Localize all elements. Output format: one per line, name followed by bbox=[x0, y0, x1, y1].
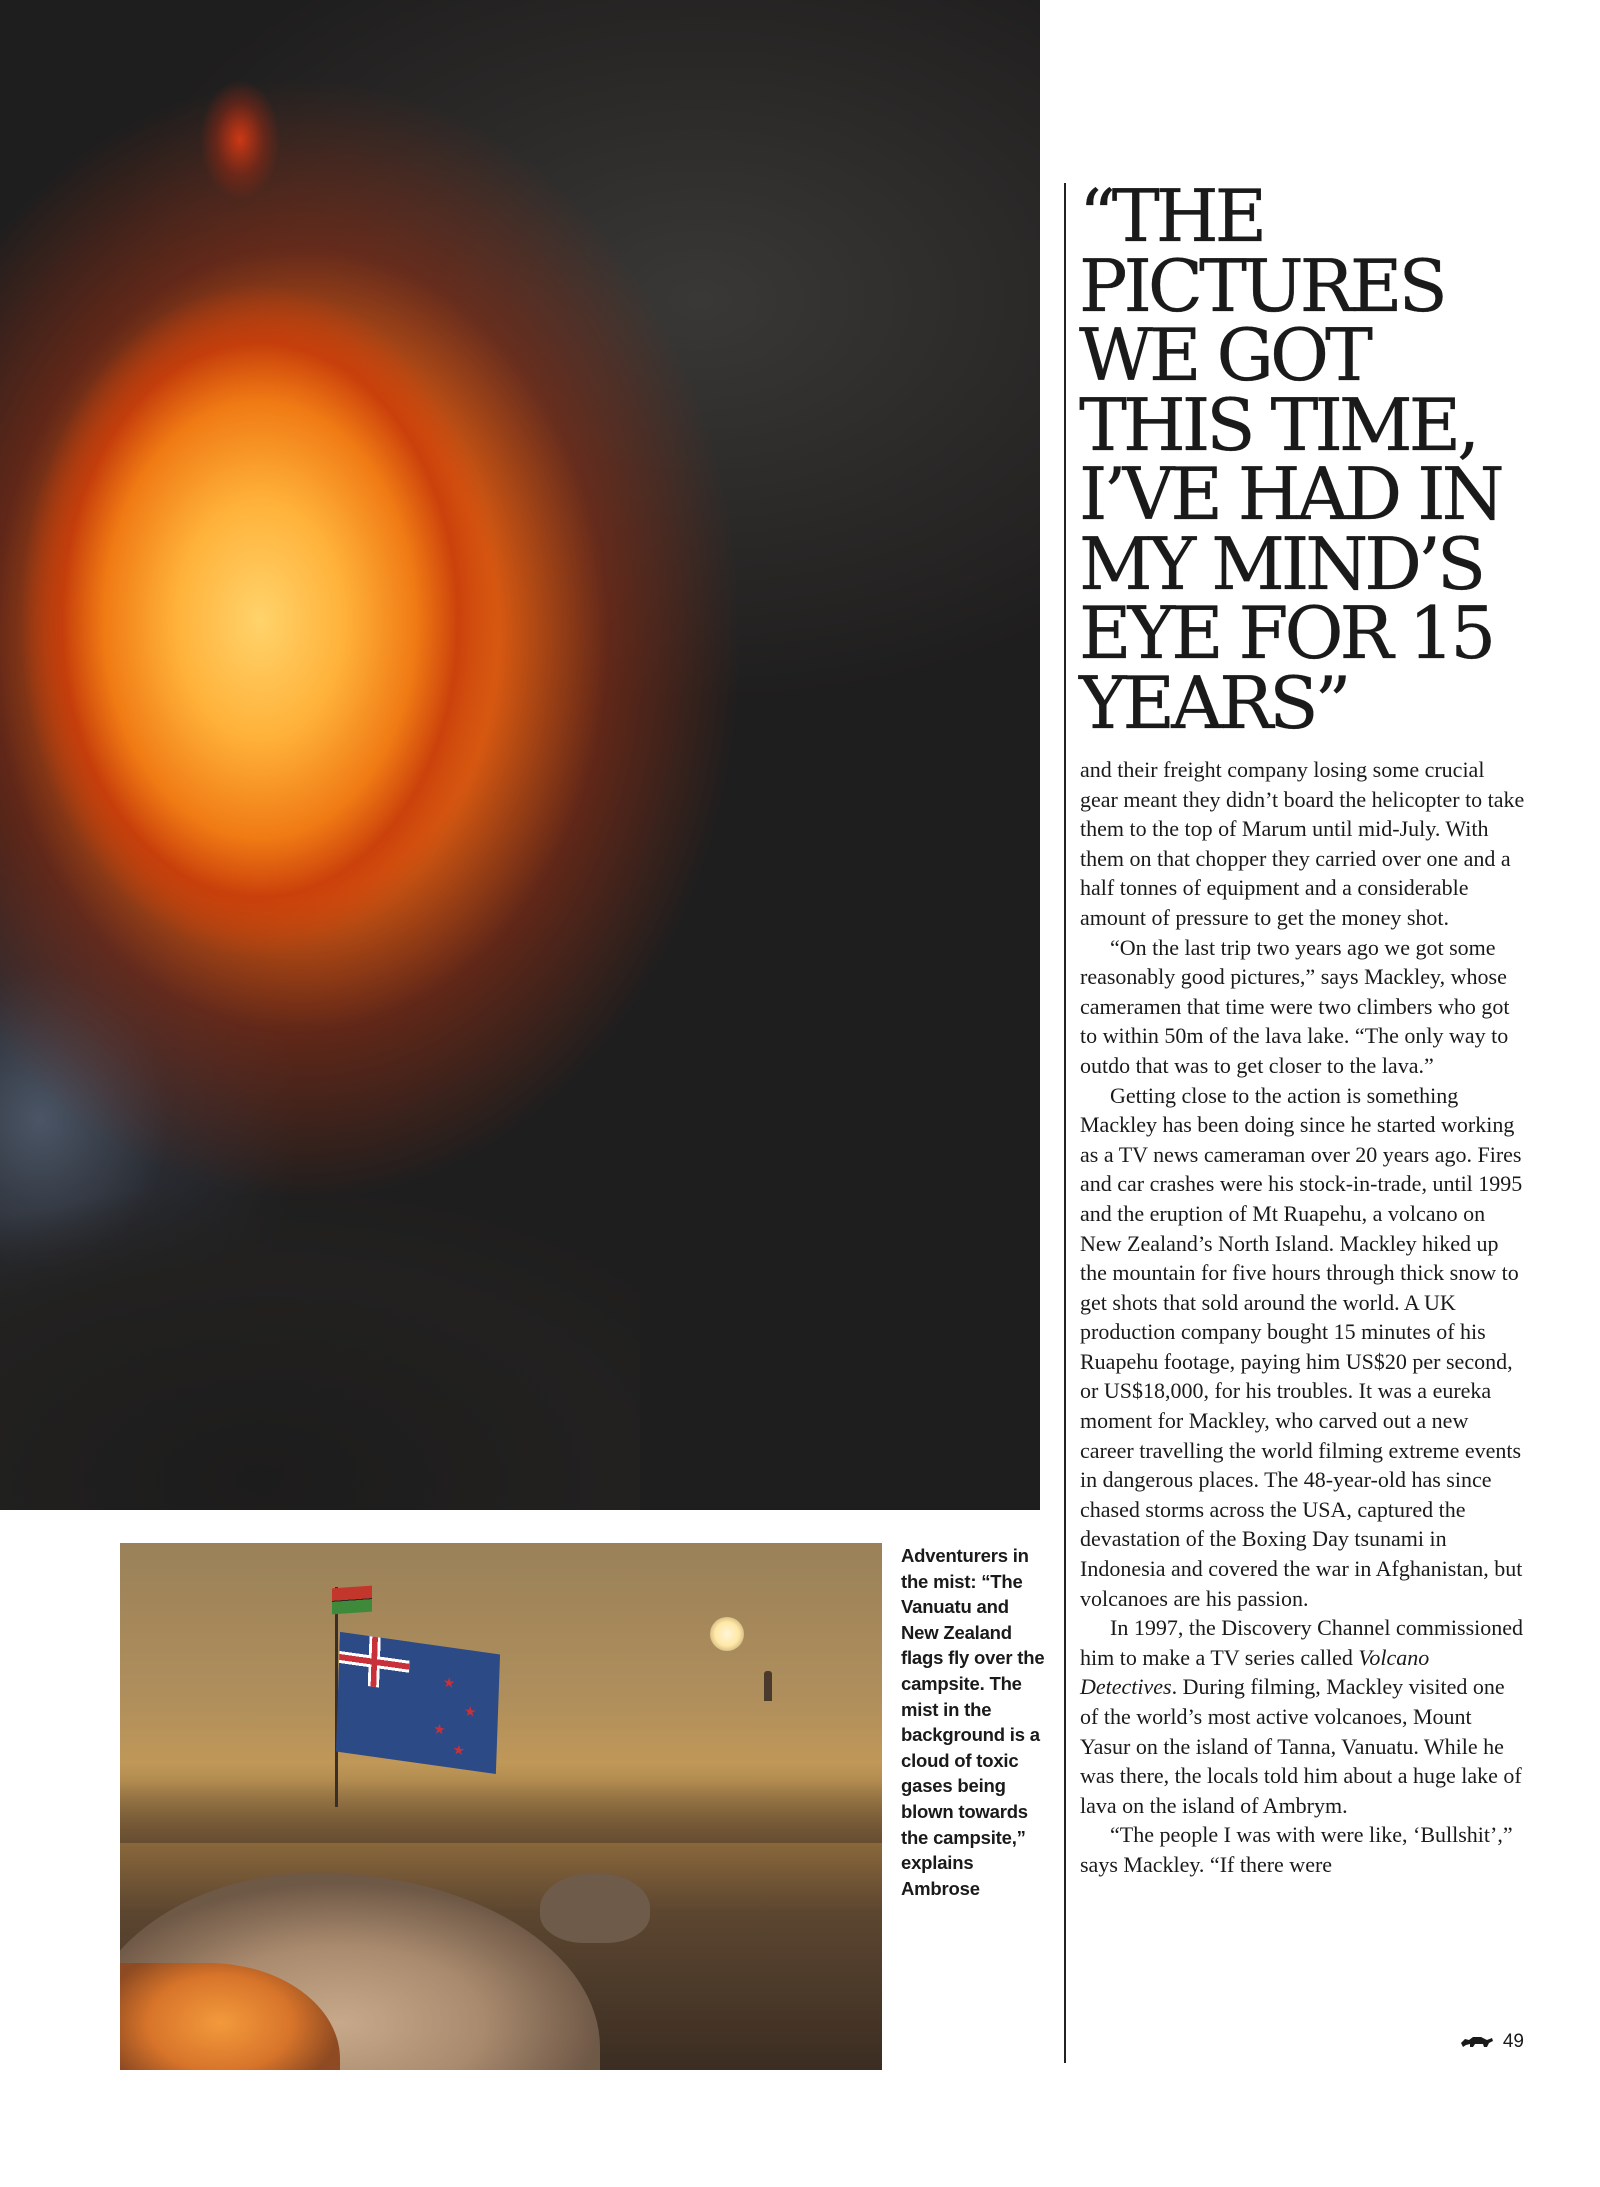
article-body bbox=[1080, 755, 1525, 1880]
page-number: 49 bbox=[1502, 2031, 1524, 2052]
new-zealand-flag bbox=[336, 1632, 500, 1774]
bull-logo-icon bbox=[1459, 2034, 1495, 2050]
article-paragraph: Getting close to the action is something Mackley has been doing since he started working as a TV news cameraman over 20 years ago. Fires and car crashes were his stock-in-trade, until 1995 and the eruption of Mt Ruapehu, a volcano on New Zealand’s North Island. Mackley hiked up the mountain for five hours through thick snow to get shots that sold around the world. A UK production company bought 15 minutes of his Ruapehu footage, paying him US$20 per second, or US$18,000, for his troubles. It was a eureka moment for Mackley, who carved out a new career travelling the world filming extreme events in dangerous places. The 48-year-old has since chased storms across the USA, captured the devastation of the Boxing Day tsunami in Indonesia and covered the war in Afghanistan, but volcanoes are his passion. bbox=[1080, 1082, 1523, 1611]
campsite-photo bbox=[120, 1543, 882, 2070]
article-paragraph bbox=[1080, 1613, 1525, 1820]
flag-star-icon: ★ bbox=[442, 1675, 456, 1693]
ridge bbox=[120, 1763, 882, 1843]
rock bbox=[540, 1873, 650, 1943]
union-jack bbox=[338, 1632, 410, 1692]
flag-star-icon: ★ bbox=[452, 1742, 466, 1760]
flag-star-icon: ★ bbox=[432, 1722, 446, 1739]
photo-caption: Adventurers in the mist: “The Vanuatu and New Zealand flags fly over the campsite. The mist in the background is a cloud of toxic gases being blown towards the campsite,” explains Ambrose bbox=[901, 1545, 1045, 1899]
article-text-run: In 1997, the Discovery Channel commissioned him to make a TV series called bbox=[1080, 1615, 1524, 1670]
article-paragraph: and their freight company losing some crucial gear meant they didn’t board the helicopter to take them to the top of Marum until mid-July. With them on that chopper they carried over one and a half tonnes of equipment and a considerable amount of pressure to get the money shot. bbox=[1080, 757, 1525, 930]
pull-quote: “THE PICTURES WE GOT THIS TIME, I’VE HAD IN MY MIND’S EYE FOR 15 YEARS” bbox=[1079, 174, 1501, 745]
vanuatu-flag bbox=[332, 1586, 372, 1615]
page-folio bbox=[1459, 2031, 1524, 2053]
flag-star-icon: ★ bbox=[463, 1704, 477, 1722]
lava-lake-photo bbox=[0, 0, 1040, 1510]
article-paragraph: “On the last trip two years ago we got some reasonably good pictures,” says Mackley, whose cameramen that time were two climbers who got to within 50m of the lava lake. “The only way to outdo that was to get closer to the lava.” bbox=[1080, 934, 1510, 1078]
article-text-run: . During filming, Mackley visited one of the world’s most active volcanoes, Mount Yasur on the island of Tanna, Vanuatu. While he was there, the locals told him about a huge lake of lava on the island of Ambrym. bbox=[1080, 1674, 1522, 1818]
article-paragraph: “The people I was with were like, ‘Bullshit’,” says Mackley. “If there were bbox=[1080, 1822, 1513, 1877]
column-rule bbox=[1064, 183, 1066, 2063]
series-title: Volcano Detectives bbox=[1080, 1644, 1430, 1700]
crater-rim-shadow bbox=[0, 1060, 640, 1510]
sun bbox=[710, 1617, 744, 1651]
distant-figure bbox=[764, 1671, 772, 1701]
